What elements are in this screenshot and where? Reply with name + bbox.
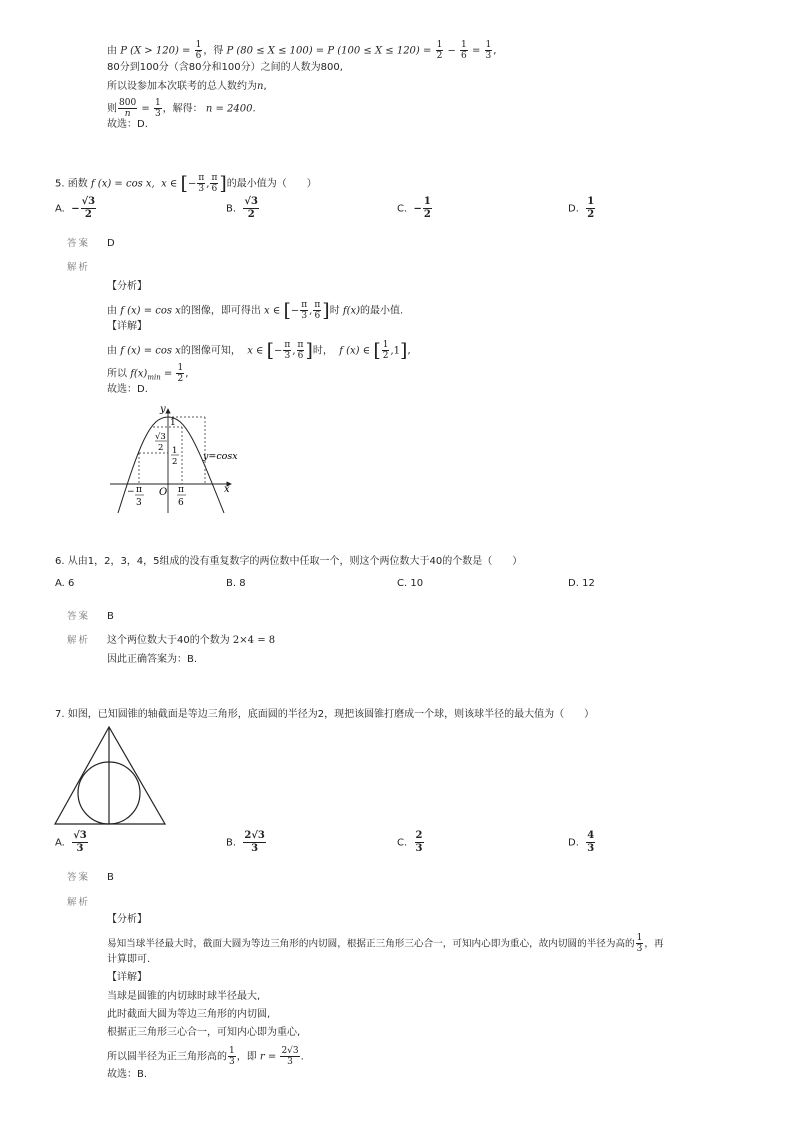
q7-xiangjie: 【详解】 — [107, 972, 147, 983]
option-letter: C. — [397, 837, 408, 849]
q7-analysis-line-3: 此时截面大圆为等边三角形的内切圆, — [107, 1009, 271, 1020]
frac-num: π — [284, 340, 291, 350]
math-subscript: min — [147, 373, 161, 382]
math: P (80 ≤ X ≤ 100) = P (100 ≤ X ≤ 120) = — [226, 45, 435, 57]
text: 由 — [107, 305, 117, 317]
fraction — [300, 300, 308, 321]
equilateral-triangle — [55, 727, 165, 824]
tick-label-half-den: 2 — [172, 457, 178, 467]
text: 5. 函数 — [55, 178, 88, 190]
text: 由 — [107, 45, 117, 57]
q6-option-c[interactable] — [397, 577, 423, 591]
frac-den: 2 — [84, 209, 92, 220]
fraction — [195, 40, 203, 61]
cosine-graph — [105, 403, 255, 518]
cone-cross-section-figure — [53, 725, 173, 827]
text: , — [407, 345, 411, 357]
origin-label: O — [159, 487, 168, 498]
frac-num: 1 — [636, 933, 643, 943]
q5-analysis-line-4: 故选：D. — [107, 384, 148, 395]
frac-num: 1 — [382, 340, 389, 350]
option-value: 12 — [582, 578, 595, 589]
math: ,1 — [390, 345, 401, 357]
frac-num: π — [211, 173, 218, 183]
frac-num: √3 — [73, 830, 87, 841]
text: ，得 — [203, 45, 224, 57]
frac-den: 6 — [195, 51, 202, 61]
frac-num: π — [198, 173, 205, 183]
frac-num: 1 — [461, 40, 467, 50]
frac-den: n — [124, 109, 131, 119]
math: f (x) ∈ — [339, 345, 371, 357]
frac-den: 3 — [251, 843, 259, 854]
math: , — [206, 178, 210, 190]
math: − — [444, 45, 460, 57]
math: = — [160, 368, 176, 380]
option-letter: A. — [55, 578, 65, 589]
frac-den: 3 — [415, 843, 423, 854]
bracket: ] — [400, 339, 408, 362]
q7-answer: B — [107, 872, 114, 883]
fraction — [243, 830, 266, 855]
frac-den: 2 — [177, 374, 184, 384]
math: − — [187, 178, 197, 190]
math: n — [257, 81, 264, 92]
q5-option-c[interactable] — [397, 196, 433, 221]
frac-den: 3 — [301, 311, 308, 321]
q6-analysis-line-1 — [107, 634, 275, 648]
frac-num: π — [314, 300, 321, 310]
frac-num: 4 — [587, 830, 595, 841]
fraction — [280, 1046, 299, 1067]
frac-den: 3 — [76, 843, 84, 854]
cosine-curve — [118, 417, 224, 513]
option-letter: D. — [568, 203, 579, 215]
fraction — [636, 933, 644, 954]
fraction — [297, 340, 305, 361]
bracket: ] — [219, 172, 227, 195]
q6-analysis-label: 解析 — [67, 635, 91, 646]
frac-num: 2√3 — [281, 1046, 299, 1056]
prev-line-4 — [107, 98, 256, 119]
tick-pi-right: π — [178, 485, 184, 495]
text: 时 — [329, 305, 340, 317]
fraction — [118, 98, 137, 119]
frac-den: 2 — [436, 51, 443, 61]
fraction — [72, 830, 88, 855]
frac-den: 6 — [297, 351, 304, 361]
fraction — [586, 830, 595, 855]
fraction — [415, 830, 424, 855]
math: f(x) — [342, 305, 361, 317]
option-letter: B. — [226, 203, 237, 215]
frac-den: 2 — [382, 351, 389, 361]
frac-num: 1 — [587, 196, 595, 207]
option-letter: A. — [55, 203, 65, 215]
function-label: y=cosx — [203, 451, 238, 462]
math: x ∈ — [247, 345, 264, 357]
fraction — [154, 98, 162, 119]
q7-analysis-line-5 — [107, 1046, 304, 1067]
text: 所以圆半径为正三角形高的 — [107, 1051, 227, 1063]
frac-num: 1 — [154, 98, 161, 108]
frac-num: √3 — [244, 196, 258, 207]
text: 的最小值. — [360, 305, 404, 317]
frac-den: 3 — [284, 351, 291, 361]
frac-den: 2 — [247, 209, 255, 220]
q5-option-a[interactable] — [55, 196, 97, 221]
tick-label-sqrt3: √3 — [155, 432, 166, 442]
frac-den: 3 — [587, 843, 595, 854]
q7-analysis-line-2: 当球是圆锥的内切球时球半径最大, — [107, 991, 261, 1002]
bracket: [ — [266, 339, 275, 362]
q5-xiangjie: 【详解】 — [107, 321, 147, 332]
math: − — [274, 345, 283, 357]
math: x ∈ — [264, 305, 281, 317]
text: 这个两位数大于40的个数为 — [107, 635, 230, 646]
math: f (x) = cos x — [120, 305, 181, 317]
math: = — [468, 45, 484, 57]
option-value: 6 — [68, 578, 75, 589]
q7-analysis-line-1 — [107, 933, 664, 954]
q7-stem: 7. 如图，已知圆锥的轴截面是等边三角形，底面圆的半径为2，现把该圆锥打磨成一个球，则该球半径的最大值为（ ） — [55, 709, 595, 720]
q6-analysis-line-2: 因此正确答案为：B. — [107, 654, 198, 665]
text: ，再 — [644, 938, 664, 950]
fraction — [228, 1046, 236, 1067]
q7-analysis-line-4: 根据正三角形三心合一，可知内心即为重心, — [107, 1027, 301, 1038]
q5-stem — [55, 173, 317, 194]
frac-num: 1 — [436, 40, 443, 50]
option-value: 10 — [410, 578, 424, 589]
text: 所以 — [107, 368, 127, 380]
q7-option-d[interactable] — [568, 830, 596, 855]
x-axis-label: x — [224, 484, 230, 495]
text: 的最小值为（ ） — [226, 178, 317, 190]
math: − — [413, 203, 422, 215]
prev-line-3 — [107, 80, 267, 94]
option-letter: A. — [55, 837, 65, 849]
text: , — [263, 81, 267, 92]
text: . — [300, 1051, 304, 1063]
fraction — [81, 196, 97, 221]
fraction — [436, 40, 444, 61]
q5-analysis-label: 解析 — [67, 262, 91, 273]
bracket: [ — [283, 299, 291, 322]
bracket: [ — [373, 339, 381, 362]
q6-option-a[interactable] — [55, 577, 74, 591]
bracket: [ — [180, 172, 188, 195]
text: 则 — [107, 103, 117, 115]
fraction — [176, 363, 184, 384]
math: f(x) — [130, 368, 148, 380]
frac-num: π — [297, 340, 304, 350]
frac-den: 6 — [461, 51, 467, 61]
math: = — [138, 103, 153, 115]
prev-line-2: 80分到100分（含80分和100分）之间的人数为800, — [107, 62, 343, 73]
math: x ∈ — [161, 178, 178, 190]
frac-num: 1 — [485, 40, 492, 50]
q6-answer-label: 答案 — [67, 611, 91, 622]
q7-analysis-line-1b: 计算即可. — [107, 954, 151, 965]
math: f (x) = cos x — [120, 345, 181, 357]
q7-fenxi: 【分析】 — [107, 914, 147, 925]
q5-fenxi: 【分析】 — [107, 281, 147, 292]
frac-den: 3 — [485, 51, 492, 61]
fraction — [382, 340, 390, 361]
text: 易知当球半径最大时，截面大圆为等边三角形的内切圆，根据正三角形三心合一，可知内心即为重心，故内切圆的半径为高的 — [107, 938, 635, 950]
frac-num: 2 — [415, 830, 423, 841]
tick-label-1: 1 — [170, 418, 176, 428]
text: ，即 — [236, 1051, 257, 1063]
math: , — [292, 345, 296, 357]
q5-option-d[interactable] — [568, 196, 596, 221]
frac-num: 1 — [195, 40, 202, 50]
option-letter: D. — [568, 837, 579, 849]
frac-den: 3 — [229, 1057, 235, 1067]
q7-answer-label: 答案 — [67, 872, 91, 883]
tick-label-half-num: 1 — [172, 446, 178, 456]
frac-den: 2 — [587, 209, 595, 220]
text: 的图像可知， — [180, 345, 241, 357]
q6-option-b[interactable] — [226, 577, 246, 591]
frac-num: π — [301, 300, 308, 310]
frac-den: 3 — [198, 184, 205, 194]
frac-den: 3 — [636, 944, 643, 954]
option-letter: C. — [397, 578, 408, 589]
frac-num: 2√3 — [244, 830, 265, 841]
q7-analysis-label: 解析 — [67, 897, 91, 908]
text: ，解得： — [162, 103, 203, 115]
frac-num: √3 — [81, 196, 96, 207]
q7-option-a[interactable] — [55, 830, 89, 855]
frac-num: 1 — [229, 1046, 235, 1056]
q5-analysis-line-1 — [107, 300, 403, 321]
math: − — [290, 305, 300, 317]
q5-option-b[interactable] — [226, 196, 260, 221]
tick-neg-sign: − — [127, 487, 135, 497]
option-letter: B. — [226, 578, 237, 589]
option-value: 8 — [239, 578, 246, 589]
text: 时， — [312, 345, 333, 357]
q6-option-d[interactable] — [568, 577, 595, 591]
fraction — [283, 340, 291, 361]
math: 2×4 = 8 — [232, 635, 276, 646]
option-letter: B. — [226, 837, 237, 849]
frac-num: 800 — [119, 98, 137, 108]
frac-den: 3 — [154, 109, 161, 119]
text: , — [493, 45, 497, 57]
text: , — [185, 368, 189, 380]
q7-option-b[interactable] — [226, 830, 267, 855]
tick-label-2: 2 — [158, 443, 164, 453]
fraction — [313, 300, 321, 321]
bracket: ] — [322, 299, 330, 322]
frac-den: 6 — [211, 184, 218, 194]
q6-stem: 6. 从由1，2，3，4，5组成的没有重复数字的两位数中任取一个，则这个两位数大于40的个数是（ ） — [55, 556, 523, 567]
math: , — [309, 305, 313, 317]
text: 的图像，即可得出 — [180, 305, 261, 317]
q5-analysis-line-2 — [107, 340, 411, 361]
q6-answer: B — [107, 611, 114, 622]
math: P (X > 120) = — [120, 45, 194, 57]
fraction — [460, 40, 468, 61]
prev-line-5: 故选：D. — [107, 119, 148, 130]
fraction — [423, 196, 432, 221]
math: n = 2400. — [205, 103, 256, 115]
option-letter: D. — [568, 578, 579, 589]
tick-three: 3 — [136, 498, 142, 508]
math: − — [71, 203, 80, 215]
q5-answer-label: 答案 — [67, 238, 91, 249]
frac-num: 1 — [423, 196, 431, 207]
q7-option-c[interactable] — [397, 830, 425, 855]
fraction — [210, 173, 218, 194]
frac-num: 1 — [177, 363, 184, 373]
frac-den: 2 — [423, 209, 431, 220]
tick-pi-left: π — [136, 485, 142, 495]
q5-answer: D — [107, 238, 115, 249]
bracket: ] — [305, 339, 313, 362]
q5-analysis-line-3 — [107, 363, 188, 385]
math: f (x) = cos x, — [90, 178, 155, 190]
q7-analysis-line-6: 故选：B. — [107, 1069, 148, 1080]
fraction — [485, 40, 493, 61]
frac-den: 6 — [314, 311, 321, 321]
text: 由 — [107, 345, 117, 357]
tick-six: 6 — [178, 498, 184, 508]
fraction — [586, 196, 595, 221]
y-axis-label: y — [160, 404, 166, 415]
text: 所以设参加本次联考的总人数约为 — [107, 81, 257, 92]
math: r = — [259, 1051, 280, 1063]
fraction — [197, 173, 205, 194]
fraction — [243, 196, 259, 221]
frac-den: 3 — [287, 1057, 293, 1067]
prev-line-1 — [107, 40, 496, 61]
option-letter: C. — [397, 203, 408, 215]
